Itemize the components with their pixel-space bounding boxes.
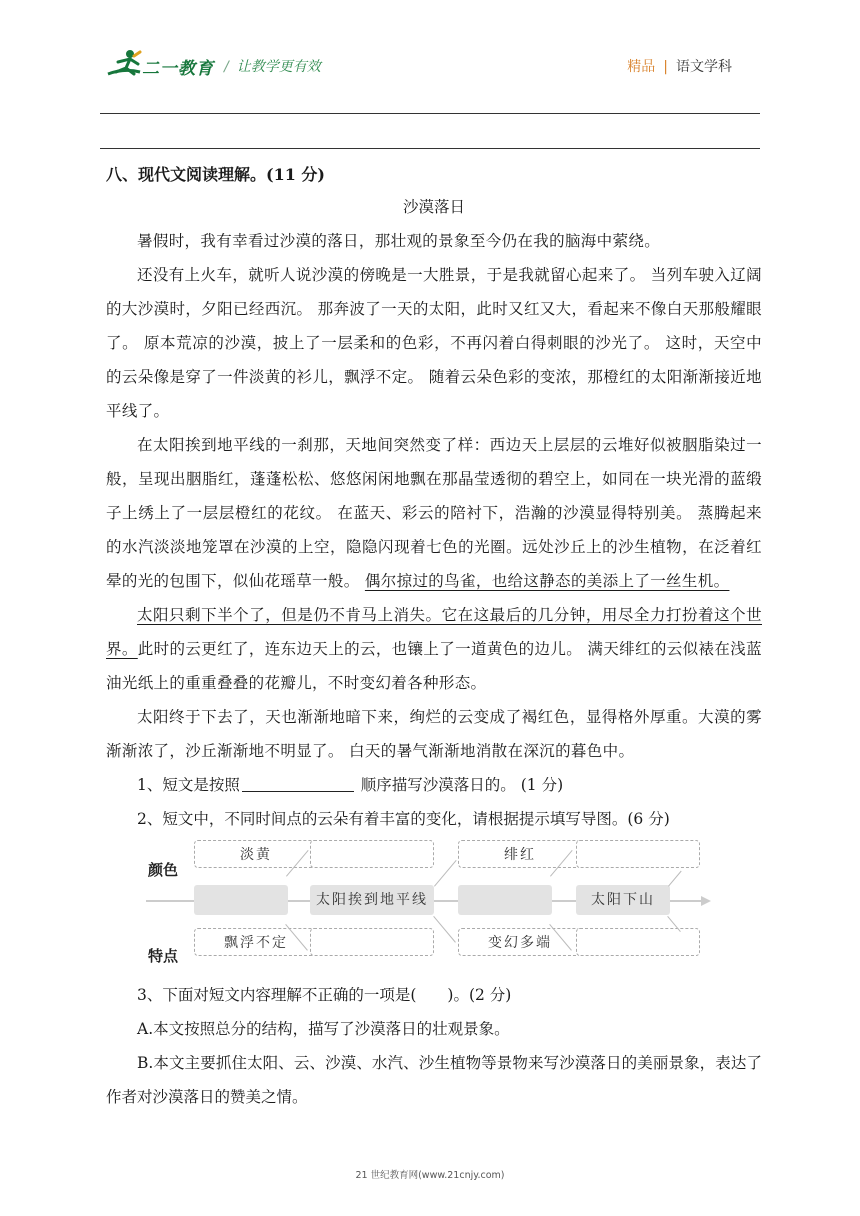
paragraph-3-text: 在太阳挨到地平线的一刹那，天地间突然变了样：西边天上层层的云堆好似被胭脂染过一般，呈现出胭脂红，蓬蓬松松、悠悠闲闲地飘在那晶莹透彻的碧空上，如同在一块光滑的蓝缎子上绣上了一层层橙红的花纹。 在蓝天、彩云的陪衬下，浩瀚的沙漠显得特别美。 蒸腾起来的水汽淡淡地笼罩在沙漠的上空，隐隐闪现着七色的光圈。远处沙丘上的沙生植物，在泛着红晕的光的包围下，似仙花瑶草一般。 [106,436,762,590]
color-label: 颜色 [148,861,179,879]
timeline-arrow-icon [701,896,711,906]
header-tags: 精品 | 语文学科 [627,59,732,75]
color-box-3: 绯红 [458,840,582,868]
underlined-sentence-1: 偶尔掠过的鸟雀，也给这静态的美添上了一丝生机。 [364,572,730,590]
paragraph-2: 还没有上火车，就听人说沙漠的傍晚是一大胜景，于是我就留心起来了。 当列车驶入辽阔的大沙漠时，夕阳已经西沉。 那奔波了一天的太阳，此时又红又大，看起来不像白天那般耀眼了。 原本荒凉的沙漠，披上了一层柔和的色彩，不再闪着白得刺眼的沙光了。 这时，天空中的云朵像是穿了一件淡黄的衫儿，飘浮不定。 随着云朵色彩的变浓，那橙红的太阳渐渐接近地平线了。 [106,266,762,420]
connector [668,871,682,887]
article-title: 沙漠落日 [402,198,465,216]
option-a: A.本文按照总分的结构，描写了沙漠落日的壮观景象。 [137,1020,510,1038]
timeline-node-2: 太阳挨到地平线 [310,885,434,915]
paragraph-4-text: 此时的云更红了，连东边天上的云，也镶上了一道黄色的边儿。 满天绯红的云似裱在浅蓝油光纸上的重重叠叠的花瓣儿，不时变幻着各种形态。 [106,640,762,692]
underlined-sentence-2: 太阳只剩下半个了，但是仍不肯马上消失。它在这最后的几分钟，用尽全力打扮着这个世界。 [106,606,762,658]
paragraph-3 [106,428,762,598]
connector [434,860,457,887]
subject-tag: 语文学科 [676,59,732,75]
reading-section [106,160,762,1114]
timeline-node-1[interactable] [194,885,288,915]
quality-tag: 精品 [627,59,656,75]
option-b: B.本文主要抓住太阳、云、沙漠、水汽、沙生植物等景物来写沙漠落日的美丽景象，表达了作者对沙漠落日的赞美之情。 [106,1054,762,1106]
question-3: 3、下面对短文内容理解不正确的一项是( )。(2 分) [137,986,512,1004]
header-rule-1 [100,113,760,114]
section-title: 八、现代文阅读理解。(11 分) [106,165,325,184]
slogan: / 让教学更有效 [224,59,321,75]
feature-box-1: 飘浮不定 [194,928,318,956]
paragraph-4 [106,598,762,700]
color-box-4[interactable] [576,840,700,868]
timeline-node-4: 太阳下山 [576,885,670,915]
paragraph-1: 暑假时，我有幸看过沙漠的落日，那壮观的景象至今仍在我的脑海中萦绕。 [137,232,661,250]
feature-box-3: 变幻多端 [458,928,582,956]
color-box-1: 淡黄 [194,840,318,868]
timeline-node-3[interactable] [458,885,552,915]
question-1: 1、短文是按照 顺序描写沙漠落日的。 (1 分) [106,768,762,802]
paragraph-5: 太阳终于下去了，天也渐渐地暗下来，绚烂的云变成了褐红色，显得格外厚重。大漠的雾渐渐浓了，沙丘渐渐地不明显了。 白天的暑气渐渐地消散在深沉的暮色中。 [106,708,762,760]
color-box-2[interactable] [310,840,434,868]
page-header [0,0,860,100]
answer-blank[interactable] [242,773,354,792]
slogan-text: 让教学更有效 [236,59,321,75]
mind-map [146,836,762,978]
connector [433,916,456,943]
page-footer: 21 世纪教育网(www.21cnjy.com) [355,1170,505,1181]
header-rule-2 [100,148,760,149]
question-2: 2、短文中，不同时间点的云朵有着丰富的变化，请根据提示填写导图。(6 分) [137,810,670,828]
logo-text: 二一教育 [142,59,214,79]
feature-box-2[interactable] [310,928,434,956]
feature-label: 特点 [148,947,179,965]
feature-box-4[interactable] [576,928,700,956]
